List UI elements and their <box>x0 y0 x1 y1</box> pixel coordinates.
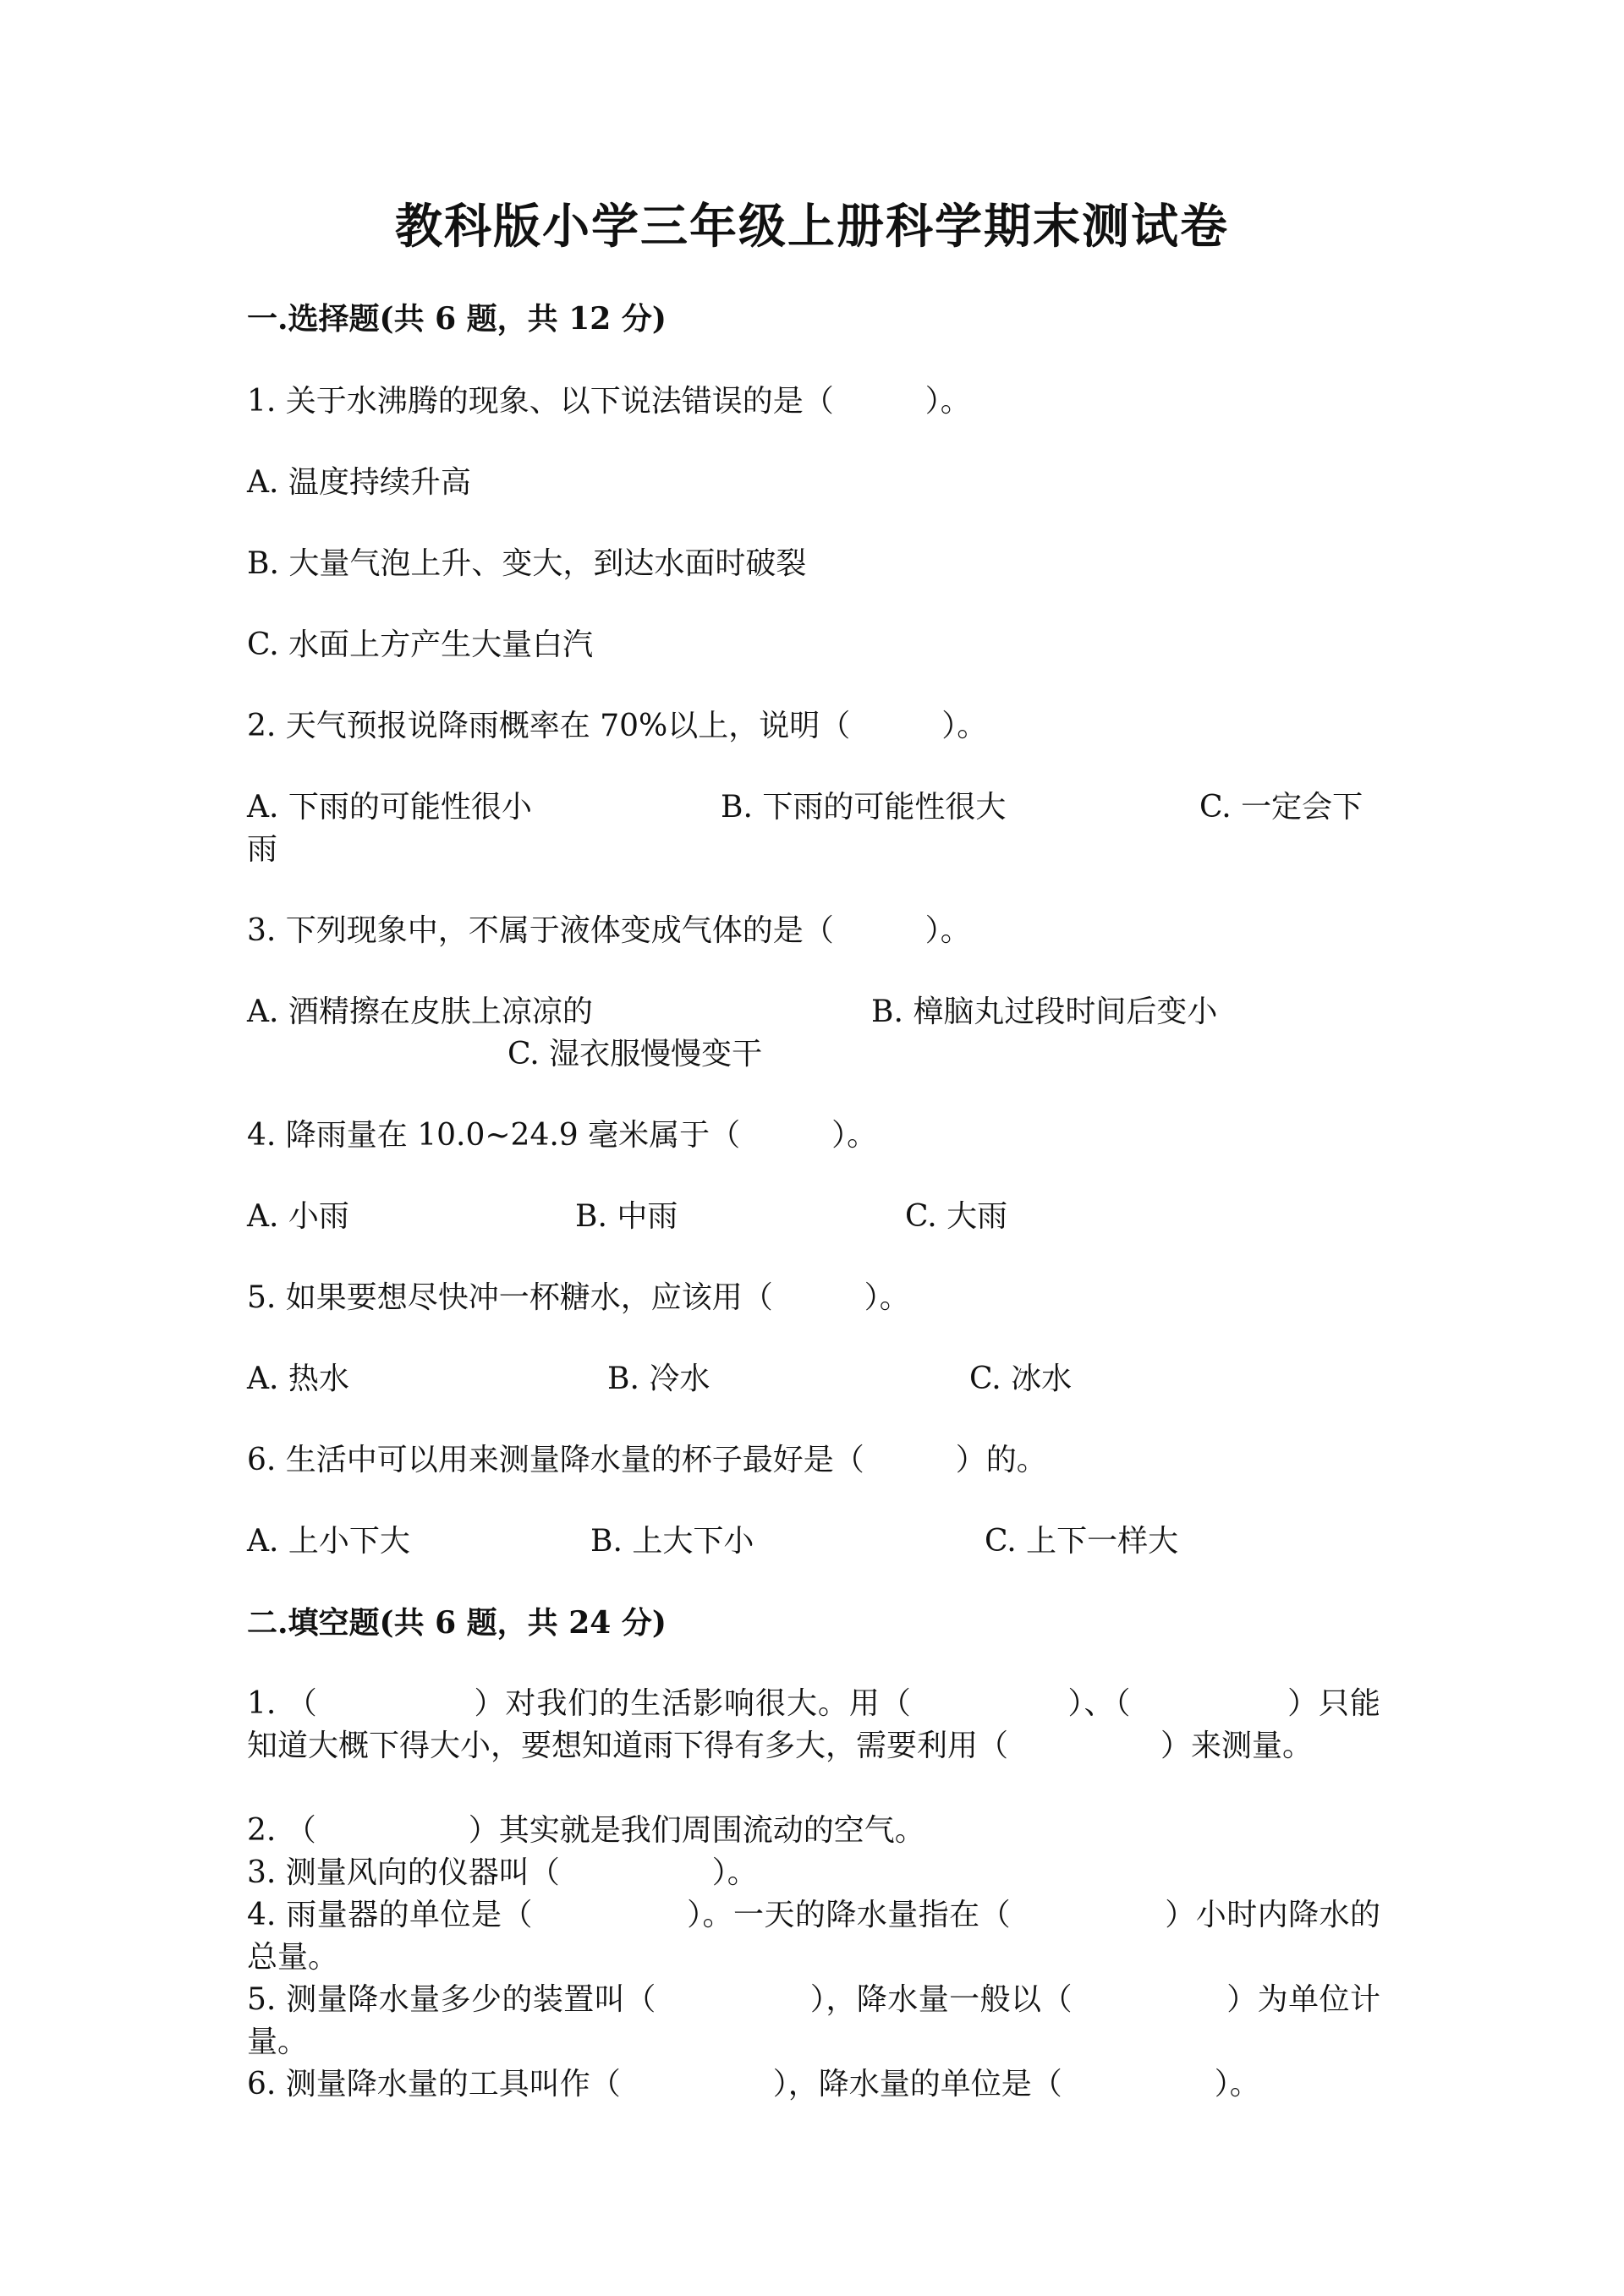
question-4-option-c: C. 大雨 <box>905 1199 1008 1234</box>
question-3-option-b: B. 樟脑丸过段时间后变小 <box>871 995 1218 1029</box>
question-1-option-b: B. 大量气泡上升、变大，到达水面时破裂 <box>247 546 807 581</box>
question-4-option-b: B. 中雨 <box>575 1199 678 1234</box>
question-3-option-a: A. 酒精擦在皮肤上凉凉的 <box>247 995 593 1029</box>
question-3-stem: 3. 下列现象中，不属于液体变成气体的是（ ）。 <box>247 913 971 948</box>
fill-item-4: 4. 雨量器的单位是（ ）。一天的降水量指在（ ）小时内降水的总量。 <box>247 1898 1380 1975</box>
question-6-option-b: B. 上大下小 <box>590 1524 754 1559</box>
question-4-option-a: A. 小雨 <box>247 1199 349 1234</box>
question-6-stem: 6. 生活中可以用来测量降水量的杯子最好是（ ）的。 <box>247 1443 1047 1477</box>
question-4-stem: 4. 降雨量在 10.0~24.9 毫米属于（ ）。 <box>247 1118 878 1153</box>
question-6-option-a: A. 上小下大 <box>247 1524 410 1559</box>
question-1-option-c: C. 水面上方产生大量白汽 <box>247 627 594 662</box>
question-6-option-c: C. 上下一样大 <box>985 1524 1179 1559</box>
question-1-stem: 1. 关于水沸腾的现象、以下说法错误的是（ ）。 <box>247 384 971 419</box>
fill-item-6: 6. 测量降水量的工具叫作（ ），降水量的单位是（ ）。 <box>247 2067 1260 2101</box>
question-1-option-a: A. 温度持续升高 <box>247 465 471 500</box>
page-title: 教科版小学三年级上册科学期末测试卷 <box>395 199 1229 255</box>
question-5-option-b: B. 冷水 <box>607 1362 710 1396</box>
question-5-option-a: A. 热水 <box>247 1362 349 1396</box>
question-2-option-a: A. 下雨的可能性很小 <box>247 790 532 825</box>
section-heading-choice: 一.选择题(共 6 题，共 12 分) <box>247 301 667 337</box>
question-2-stem: 2. 天气预报说降雨概率在 70%以上，说明（ ）。 <box>247 709 988 743</box>
fill-item-2: 2. （ ）其实就是我们周围流动的空气。 <box>247 1813 925 1848</box>
question-2-option-c: C. 一定会下 <box>1199 790 1363 825</box>
question-5-stem: 5. 如果要想尽快冲一杯糖水，应该用（ ）。 <box>247 1280 910 1315</box>
question-5-option-c: C. 冰水 <box>969 1362 1073 1396</box>
fill-item-1: 1. （ ）对我们的生活影响很大。用（ ）、（ ）只能知道大概下得大小，要想知道雨下得有多大，需要利用（ ）来测量。 <box>247 1686 1380 1763</box>
fill-item-5: 5. 测量降水量多少的装置叫（ ），降水量一般以（ ）为单位计量。 <box>247 1982 1380 2059</box>
question-2-option-c-wrap: 雨 <box>247 832 278 867</box>
fill-item-3: 3. 测量风向的仪器叫（ ）。 <box>247 1855 758 1890</box>
section-heading-fill: 二.填空题(共 6 题，共 24 分) <box>247 1605 667 1641</box>
question-2-option-b: B. 下雨的可能性很大 <box>721 790 1007 825</box>
question-3-option-c: C. 湿衣服慢慢变干 <box>508 1037 763 1071</box>
